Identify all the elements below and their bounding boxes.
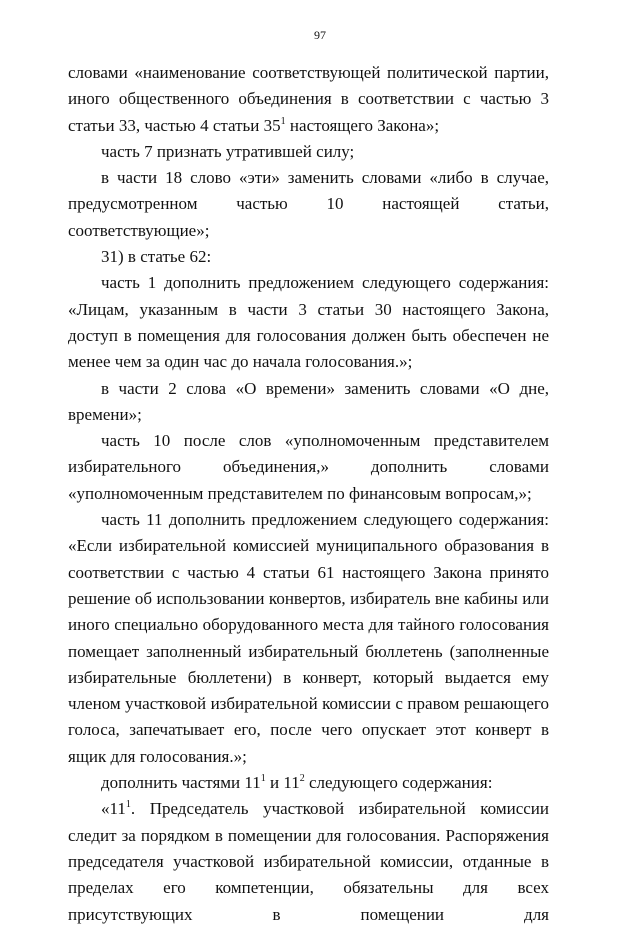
document-body	[68, 60, 549, 928]
paragraph-part-11-1	[68, 796, 549, 927]
superscript: 1	[260, 773, 266, 785]
superscript: 2	[299, 773, 305, 785]
paragraph-part-2: в части 2 слова «О времени» заменить словами «О дне, времени»;	[68, 378, 549, 424]
text: «11	[101, 799, 126, 819]
paragraph-part-1: часть 1 дополнить предложением следующего содержания: «Лицам, указанным в части 3 статьи 30 настоящего Закона, доступ в помещения для голосования должен быть обеспечен не менее чем за один час до начала голосования.»;	[68, 273, 549, 372]
paragraph-amendment-naming	[68, 60, 549, 139]
text: и 11	[265, 773, 300, 793]
text: . Председатель участковой избирательной комиссии следит за порядком в помещении для голосования. Распоряжения председателя участковой избирательной комиссии, отданные в пределах его компетенции, обязательны для всех присутствующих в помещении для	[68, 799, 549, 924]
paragraph-part-18: в части 18 слово «эти» заменить словами «либо в случае, предусмотренном частью 10 настоящей статьи, соответствующие»;	[68, 168, 549, 240]
paragraph-article-62: 31) в статье 62:	[101, 247, 212, 267]
text: следующего содержания:	[304, 773, 493, 793]
paragraph-part-11: часть 11 дополнить предложением следующего содержания: «Если избирательной комиссией муниципального образования в соответствии с частью 4 статьи 61 настоящего Закона принято решение об использовании конвертов, избиратель вне кабины или иного специально оборудованного места для тайного голосования помещает заполненный избирательный бюллетень (заполненные избирательные бюллетени) в конверт, который выдается ему членом участковой избирательной комиссии с правом решающего голоса, запечатывает его, после чего опускает этот конверт в ящик для голосования.»;	[68, 510, 549, 766]
paragraph-part-7: часть 7 признать утратившей силу;	[101, 141, 355, 161]
superscript: 1	[280, 115, 286, 127]
paragraph-add-parts	[68, 770, 549, 796]
superscript: 1	[125, 799, 131, 811]
text: дополнить частями 11	[101, 773, 261, 793]
paragraph-part-10: часть 10 после слов «уполномоченным представителем избирательного объединения,» дополнить словами «уполномоченным представителем по финансовым вопросам,»;	[68, 431, 549, 503]
page-number: 97	[314, 28, 326, 42]
text: настоящего Закона»;	[285, 115, 440, 135]
text: словами «наименование соответствующей политической партии, иного общественного объединения в соответствии с частью 3 статьи 33, частью 4 статьи 35	[68, 63, 549, 135]
